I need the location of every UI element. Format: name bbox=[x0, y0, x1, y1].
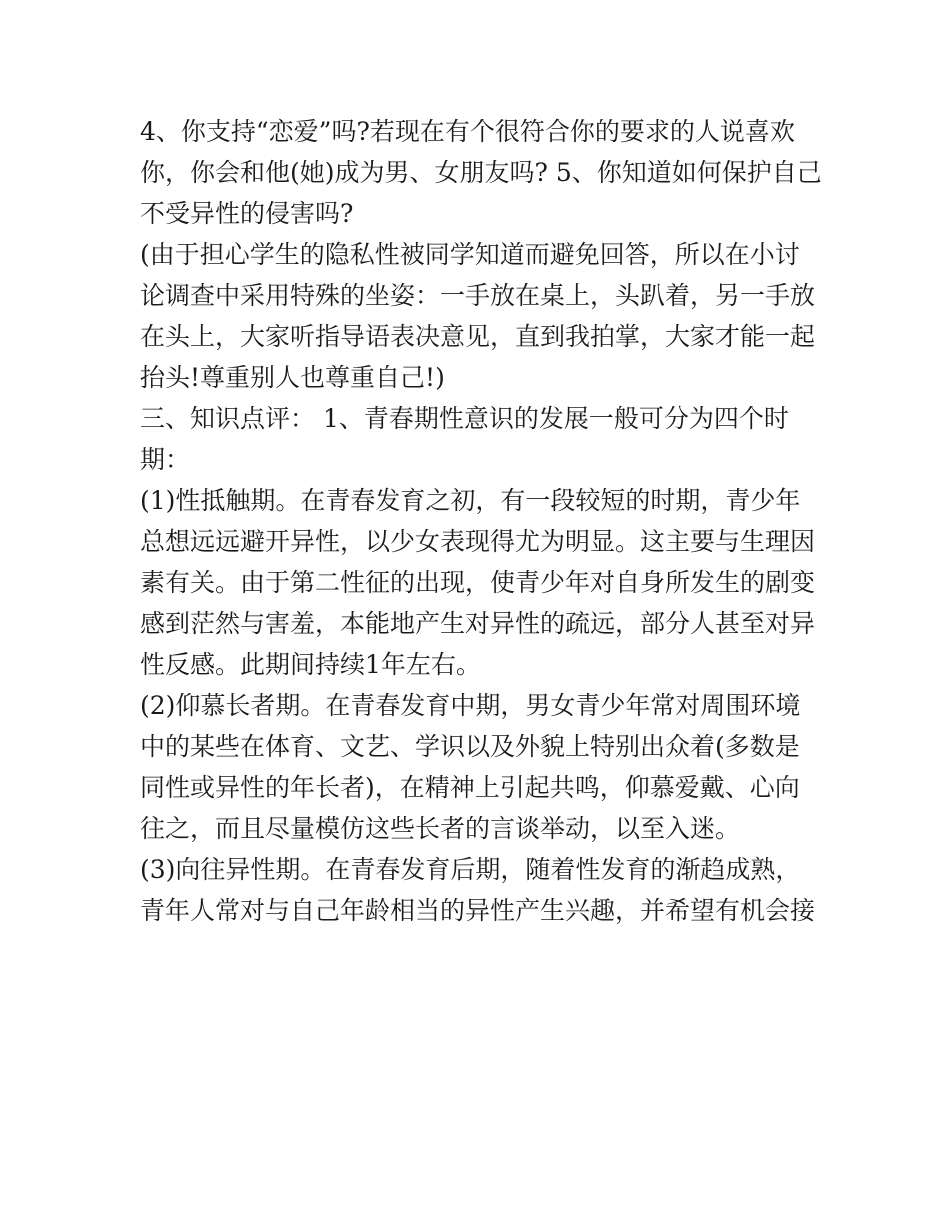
text-line: 性反感。此期间持续1年左右。 bbox=[140, 650, 481, 679]
text-line: 抬头!尊重别人也尊重自己!) bbox=[140, 363, 445, 392]
text-line: 同性或异性的年长者)，在精神上引起共鸣，仰慕爱戴、心向 bbox=[140, 773, 800, 802]
text-line: (3)向往异性期。在青春发育后期，随着性发育的渐趋成熟， bbox=[140, 855, 801, 884]
text-line: 期： bbox=[140, 445, 191, 474]
text-line: 总想远远避开异性，以少女表现得尤为明显。这主要与生理因 bbox=[140, 527, 816, 556]
text-line: 不受异性的侵害吗? bbox=[140, 199, 354, 228]
text-line: 论调查中采用特殊的坐姿：一手放在桌上，头趴着，另一手放 bbox=[140, 281, 816, 310]
body-text bbox=[140, 111, 820, 931]
text-line: 中的某些在体育、文艺、学识以及外貌上特别出众着(多数是 bbox=[140, 732, 800, 761]
text-line: 4、你支持“恋爱”吗?若现在有个很符合你的要求的人说喜欢 bbox=[140, 117, 795, 146]
text-line: 在头上，大家听指导语表决意见，直到我拍掌，大家才能一起 bbox=[140, 322, 816, 351]
text-line: 感到茫然与害羞，本能地产生对异性的疏远，部分人甚至对异 bbox=[140, 609, 816, 638]
text-line: 你，你会和他(她)成为男、女朋友吗? 5、你知道如何保护自己 bbox=[140, 158, 822, 187]
text-line: 三、知识点评： 1、青春期性意识的发展一般可分为四个时 bbox=[140, 404, 789, 433]
text-line: 往之，而且尽量模仿这些长者的言谈举动，以至入迷。 bbox=[140, 814, 741, 843]
text-line: 素有关。由于第二性征的出现，使青少年对自身所发生的剧变 bbox=[140, 568, 816, 597]
text-line: (由于担心学生的隐私性被同学知道而避免回答，所以在小讨 bbox=[140, 240, 800, 269]
text-line: 青年人常对与自己年龄相当的异性产生兴趣，并希望有机会接 bbox=[140, 896, 816, 925]
text-line: (2)仰慕长者期。在青春发育中期，男女青少年常对周围环境 bbox=[140, 691, 801, 720]
text-line: (1)性抵触期。在青春发育之初，有一段较短的时期，青少年 bbox=[140, 486, 801, 515]
